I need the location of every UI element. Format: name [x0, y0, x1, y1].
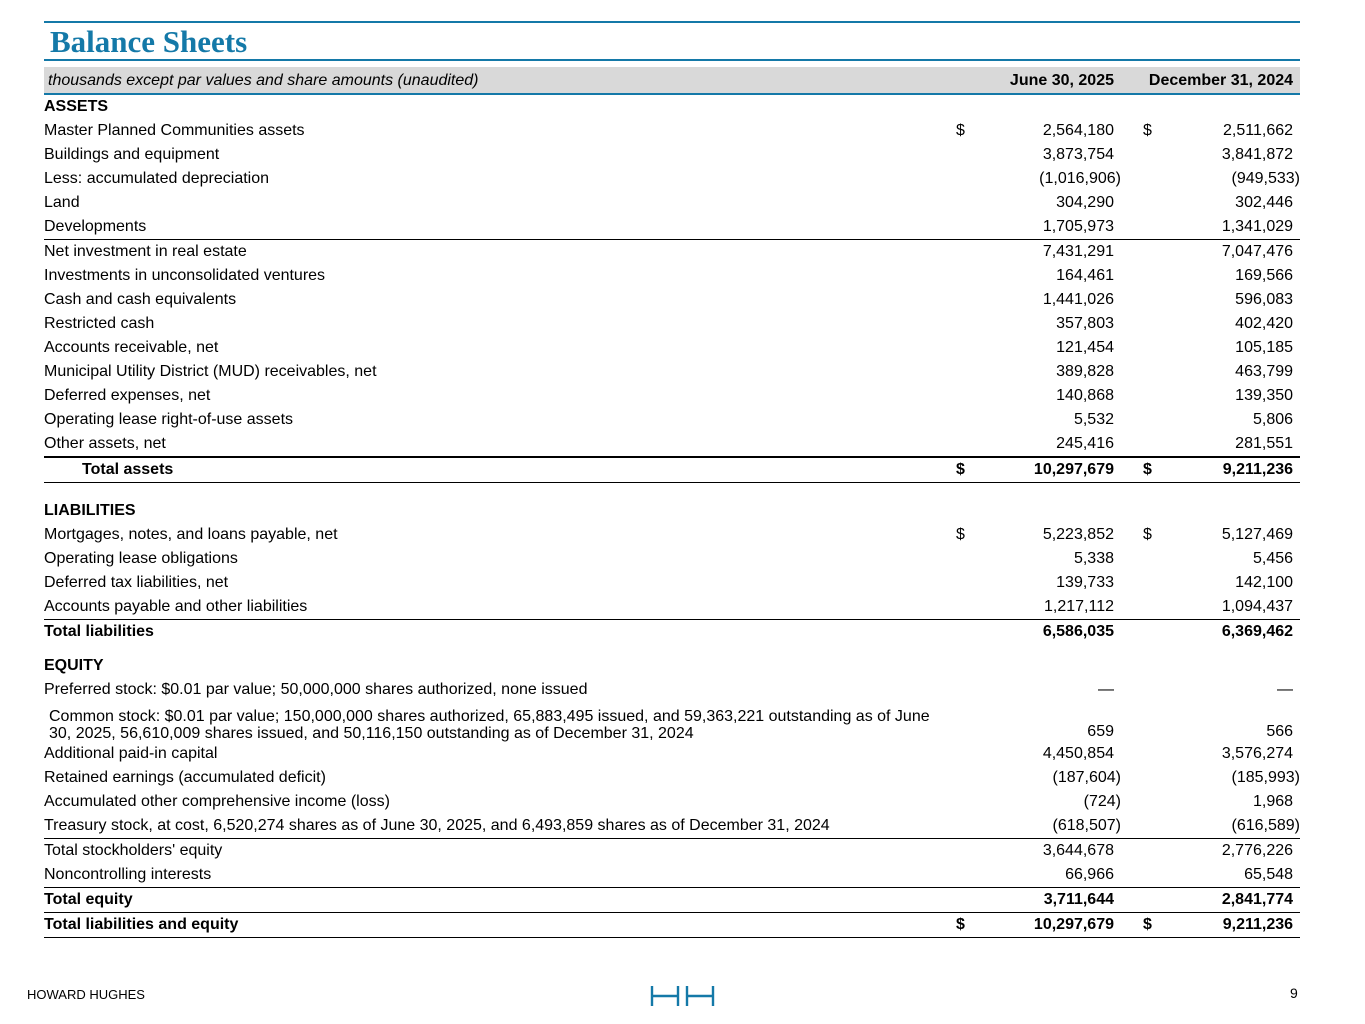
table-row: Noncontrolling interests 66,966 65,548: [44, 866, 1294, 883]
table-header: [44, 67, 1300, 94]
table-row: Accounts payable and other liabilities 1,217,112 1,094,437: [44, 598, 1294, 615]
table-row: Accumulated other comprehensive income (loss) (724) 1,968: [44, 793, 1294, 810]
table-row: Restricted cash 357,803 402,420: [44, 315, 1294, 332]
spacer: [44, 483, 1300, 500]
table-row: Operating lease obligations 5,338 5,456: [44, 550, 1294, 567]
table-row: Common stock: $0.01 par value; 150,000,000 shares authorized, 65,883,495 issued, and 59,363,221 outstanding as of June 30, 2025, 56,610,009 shares issued, and 50,116,150 outstanding as of December 31, 2024 659 566: [49, 708, 1294, 742]
col-header-december: December 31, 2024: [1143, 67, 1300, 94]
page-title: [44, 21, 1300, 61]
table-row: Cash and cash equivalents 1,441,026 596,083: [44, 291, 1294, 308]
page-title-text: Balance Sheets: [50, 24, 248, 59]
spacer: [44, 644, 1300, 654]
table-row: Accounts receivable, net 121,454 105,185: [44, 339, 1294, 356]
section-heading: EQUITY: [44, 657, 104, 674]
company-logo: [650, 985, 716, 1012]
table-row: Total stockholders' equity 3,644,678 2,776,226: [44, 839, 1300, 864]
table-row: Buildings and equipment 3,873,754 3,841,872: [44, 146, 1294, 163]
table-row: Treasury stock, at cost, 6,520,274 shares as of June 30, 2025, and 6,493,859 shares as of December 31, 2024 (618,507) (616,589): [44, 817, 1301, 834]
col-header-june: June 30, 2025: [976, 67, 1121, 94]
section-heading: ASSETS: [44, 98, 109, 115]
table-row: Less: accumulated depreciation (1,016,906) (949,533): [44, 170, 1301, 187]
footer-company: HOWARD HUGHES: [27, 987, 145, 1002]
table-row: Deferred expenses, net 140,868 139,350: [44, 387, 1294, 404]
total-row: Total equity 3,711,644 2,841,774: [44, 888, 1300, 913]
units-note: thousands except par values and share amounts (unaudited): [44, 67, 956, 94]
table-row: Developments 1,705,973 1,341,029: [44, 218, 1294, 235]
table-row: Other assets, net 245,416 281,551: [44, 435, 1294, 452]
table-row: Land 304,290 302,446: [44, 194, 1294, 211]
hh-logo-icon: [650, 985, 716, 1007]
table-row: Net investment in real estate 7,431,291 7,047,476: [44, 240, 1300, 265]
section-heading: LIABILITIES: [44, 502, 136, 519]
table-row: Mortgages, notes, and loans payable, net $ 5,223,852 $ 5,127,469: [44, 526, 1294, 543]
table-row: Deferred tax liabilities, net 139,733 142,100: [44, 574, 1294, 591]
table-row: Municipal Utility District (MUD) receivables, net 389,828 463,799: [44, 363, 1294, 380]
table-row: Retained earnings (accumulated deficit) (187,604) (185,993): [44, 769, 1301, 786]
table-row: Investments in unconsolidated ventures 164,461 169,566: [44, 267, 1294, 284]
table-row: Preferred stock: $0.01 par value; 50,000,000 shares authorized, none issued — —: [44, 681, 1294, 698]
table-row: Operating lease right-of-use assets 5,532 5,806: [44, 411, 1294, 428]
total-row: Total assets $ 10,297,679 $ 9,211,236: [44, 457, 1300, 483]
page-number: 9: [1290, 985, 1298, 1001]
total-row: Total liabilities and equity $ 10,297,679 $ 9,211,236: [44, 913, 1300, 938]
table-row: Additional paid-in capital 4,450,854 3,576,274: [44, 745, 1294, 762]
total-row: Total liabilities 6,586,035 6,369,462: [44, 620, 1300, 645]
balance-sheet-table: [44, 67, 1300, 938]
table-row: Master Planned Communities assets $ 2,564,180 $ 2,511,662: [44, 122, 1294, 139]
